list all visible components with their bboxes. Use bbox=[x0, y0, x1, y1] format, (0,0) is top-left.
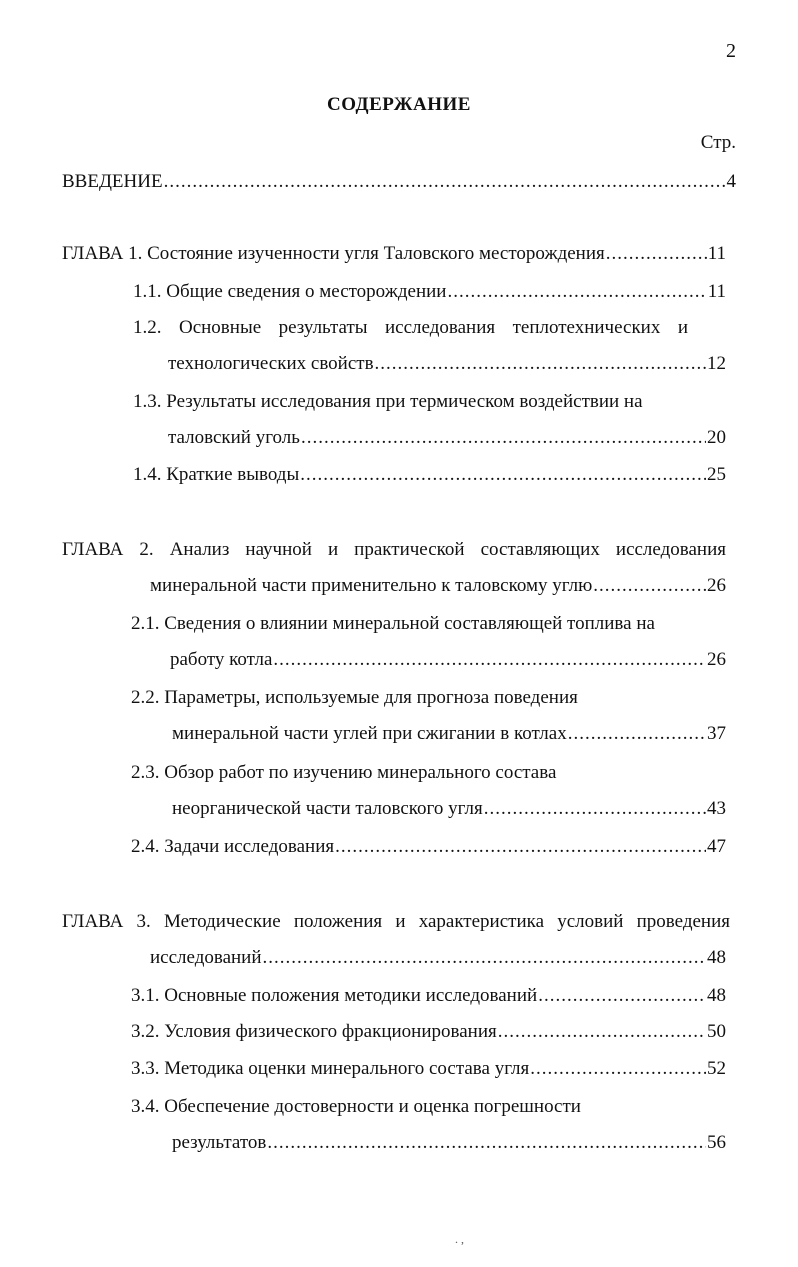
toc-entry-continuation: минеральной части применительно к таловскому углю bbox=[150, 575, 593, 596]
toc-page-number: 56 bbox=[707, 1132, 726, 1153]
toc-entry-1-2[interactable] bbox=[133, 316, 688, 340]
toc-page-number: 47 bbox=[707, 836, 726, 857]
leader-dots bbox=[498, 1020, 706, 1044]
toc-entry-text: 3.1. Основные положения методики исследований bbox=[131, 985, 538, 1006]
toc-entry-3-4[interactable] bbox=[131, 1095, 608, 1119]
toc-entry-3-3[interactable] bbox=[131, 1057, 726, 1081]
toc-entry-2-1[interactable] bbox=[131, 612, 688, 636]
toc-page-number: 20 bbox=[707, 427, 726, 448]
toc-entry-text: 1.4. Краткие выводы bbox=[133, 464, 300, 485]
toc-entry-continuation: исследований bbox=[150, 947, 262, 968]
toc-entry-text: ГЛАВА 1. Состояние изученности угля Таловского месторождения bbox=[62, 243, 605, 264]
toc-entry-continuation: работу котла bbox=[170, 649, 273, 670]
toc-page-number: 12 bbox=[707, 353, 726, 374]
toc-entry-2-4[interactable] bbox=[131, 835, 726, 859]
leader-dots bbox=[447, 280, 706, 304]
leader-dots bbox=[593, 574, 706, 598]
leader-dots bbox=[300, 463, 706, 487]
toc-entry-2-1-continuation[interactable] bbox=[170, 648, 726, 672]
toc-entry-text: 3.4. Обеспечение достоверности и оценка погрешности bbox=[131, 1096, 581, 1117]
leader-dots bbox=[538, 984, 706, 1008]
toc-entry-text: 1.2. Основные результаты исследования теплотехнических и bbox=[133, 317, 688, 338]
toc-page-number: 50 bbox=[707, 1021, 726, 1042]
toc-entry-chapter-3[interactable] bbox=[62, 910, 730, 934]
toc-page-number: 43 bbox=[707, 798, 726, 819]
toc-entry-continuation: таловский уголь bbox=[168, 427, 300, 448]
toc-entry-text: ВВЕДЕНИЕ bbox=[62, 171, 163, 192]
toc-entry-1-2-continuation[interactable] bbox=[168, 352, 726, 376]
page-number: 2 bbox=[726, 40, 736, 62]
toc-entry-1-3[interactable] bbox=[133, 390, 688, 414]
toc-entry-chapter-2-continuation[interactable] bbox=[150, 574, 726, 598]
leader-dots bbox=[263, 946, 706, 970]
toc-entry-continuation: результатов bbox=[172, 1132, 267, 1153]
toc-page-number: 25 bbox=[707, 464, 726, 485]
toc-entry-text: ГЛАВА 2. Анализ научной и практической составляющих исследования bbox=[62, 539, 726, 560]
toc-page-number: 26 bbox=[707, 575, 726, 596]
toc-page-number: 48 bbox=[707, 985, 726, 1006]
page-title: СОДЕРЖАНИЕ bbox=[327, 94, 471, 115]
toc-page-number: 11 bbox=[707, 243, 726, 264]
leader-dots bbox=[375, 352, 706, 376]
toc-entry-text: 2.1. Сведения о влиянии минеральной составляющей топлива на bbox=[131, 613, 655, 634]
toc-entry-chapter-3-continuation[interactable] bbox=[150, 946, 726, 970]
leader-dots bbox=[568, 722, 706, 746]
leader-dots bbox=[273, 648, 706, 672]
leader-dots bbox=[164, 170, 726, 194]
leader-dots bbox=[335, 835, 706, 859]
toc-page-number: 4 bbox=[726, 171, 736, 192]
toc-entry-2-2-continuation[interactable] bbox=[172, 722, 726, 746]
leader-dots bbox=[301, 426, 706, 450]
toc-entry-3-1[interactable] bbox=[131, 984, 726, 1008]
toc-page-number: 52 bbox=[707, 1058, 726, 1079]
stray-mark: . , bbox=[455, 1232, 464, 1246]
toc-entry-text: 1.1. Общие сведения о месторождении bbox=[133, 281, 447, 302]
leader-dots bbox=[606, 242, 707, 266]
leader-dots bbox=[484, 797, 706, 821]
leader-dots bbox=[267, 1131, 706, 1155]
toc-page-number: 26 bbox=[707, 649, 726, 670]
toc-entry-1-1[interactable] bbox=[133, 280, 726, 304]
toc-entry-chapter-2[interactable] bbox=[62, 538, 726, 562]
toc-entry-2-3-continuation[interactable] bbox=[172, 797, 726, 821]
toc-entry-continuation: минеральной части углей при сжигании в котлах bbox=[172, 723, 567, 744]
toc-entry-1-3-continuation[interactable] bbox=[168, 426, 726, 450]
toc-entry-text: 1.3. Результаты исследования при термическом воздействии на bbox=[133, 391, 643, 412]
page-column-label: Стр. bbox=[700, 132, 736, 153]
toc-entry-text: 2.2. Параметры, используемые для прогноза поведения bbox=[131, 687, 578, 708]
toc-entry-chapter-1[interactable] bbox=[62, 242, 726, 266]
toc-entry-text: 3.2. Условия физического фракционирования bbox=[131, 1021, 497, 1042]
toc-entry-text: 3.3. Методика оценки минерального состава угля bbox=[131, 1058, 530, 1079]
toc-entry-text: 2.4. Задачи исследования bbox=[131, 836, 335, 857]
leader-dots bbox=[530, 1057, 706, 1081]
toc-entry-2-2[interactable] bbox=[131, 686, 623, 710]
toc-entry-3-4-continuation[interactable] bbox=[172, 1131, 726, 1155]
toc-entry-1-4[interactable] bbox=[133, 463, 726, 487]
toc-entry-continuation: неорганической части таловского угля bbox=[172, 798, 483, 819]
toc-page-number: 11 bbox=[707, 281, 726, 302]
toc-entry-2-3[interactable] bbox=[131, 761, 598, 785]
toc-entry-introduction[interactable] bbox=[62, 170, 736, 194]
toc-entry-text: ГЛАВА 3. Методические положения и характеристика условий проведения bbox=[62, 911, 730, 932]
toc-page-number: 37 bbox=[707, 723, 726, 744]
toc-entry-text: 2.3. Обзор работ по изучению минерального состава bbox=[131, 762, 557, 783]
toc-entry-continuation: технологических свойств bbox=[168, 353, 374, 374]
toc-page-number: 48 bbox=[707, 947, 726, 968]
toc-entry-3-2[interactable] bbox=[131, 1020, 726, 1044]
